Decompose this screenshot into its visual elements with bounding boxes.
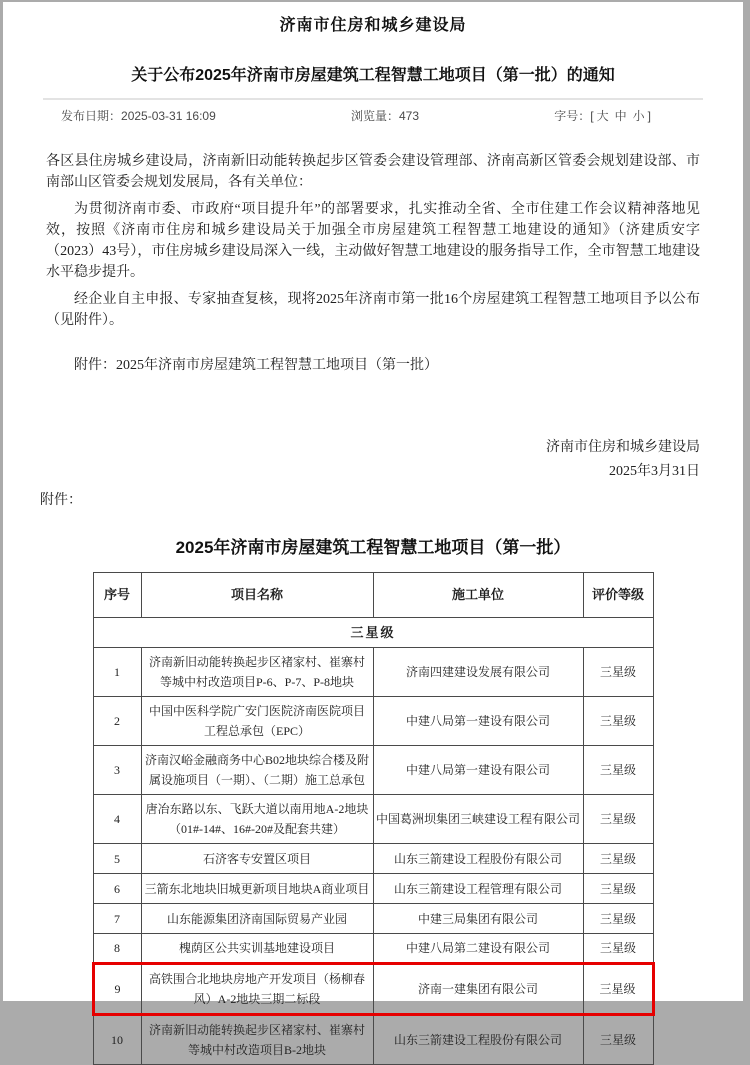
cell-contractor: 山东三箭建设工程股份有限公司 bbox=[373, 844, 583, 874]
table-row bbox=[93, 697, 653, 746]
table-row bbox=[93, 874, 653, 904]
cell-no: 3 bbox=[93, 746, 141, 795]
cell-project: 槐荫区公共实训基地建设项目 bbox=[141, 934, 373, 964]
projects-table bbox=[92, 572, 655, 1065]
cell-no: 6 bbox=[93, 874, 141, 904]
grade-group-label: 三星级 bbox=[93, 618, 653, 648]
bracket-open: [ bbox=[590, 109, 594, 123]
body-paragraph-2: 经企业自主申报、专家抽查复核，现将2025年济南市第一批16个房屋建筑工程智慧工地项目予以公布（见附件）。 bbox=[46, 292, 700, 328]
appendix-label: 附件： bbox=[40, 493, 82, 508]
table-title: 2025年济南市房屋建筑工程智慧工地项目（第一批） bbox=[175, 538, 571, 557]
body-paragraph-1: 为贯彻济南市委、市政府“项目提升年”的部署要求，扎实推动全省、全市住建工作会议精神落地见效，按照《济南市住房和城乡建设局关于加强全市房屋建筑工程智慧工地建设的通知》（济建质安字（2023）43号），市住房城乡建设局深入一线，主动做好智慧工地建设的服务指导工作，全市智慧工地建设水平稳步提升。 bbox=[46, 202, 700, 280]
meta-bar bbox=[43, 98, 703, 124]
cell-no: 9 bbox=[93, 964, 141, 1015]
publish-date-label: 发布日期： bbox=[61, 109, 122, 123]
cell-no: 1 bbox=[93, 648, 141, 697]
cell-no: 7 bbox=[93, 904, 141, 934]
header-cell-contractor: 施工单位 bbox=[373, 573, 583, 618]
table-row-highlighted bbox=[93, 964, 653, 1015]
cell-no: 8 bbox=[93, 934, 141, 964]
document-body bbox=[3, 124, 743, 1065]
cell-grade: 三星级 bbox=[583, 934, 653, 964]
header-cell-grade: 评价等级 bbox=[583, 573, 653, 618]
cell-no: 2 bbox=[93, 697, 141, 746]
signature-org: 济南市住房和城乡建设局 bbox=[546, 440, 700, 455]
signature-block bbox=[46, 436, 700, 484]
font-size-small-button[interactable]: 小 bbox=[632, 109, 645, 123]
cell-project: 中国中医科学院广安门医院济南医院项目工程总承包（EPC） bbox=[141, 697, 373, 746]
cell-contractor: 济南四建建设发展有限公司 bbox=[373, 648, 583, 697]
table-row bbox=[93, 1015, 653, 1065]
signature-date: 2025年3月31日 bbox=[609, 464, 700, 479]
header-cell-no: 序号 bbox=[93, 573, 141, 618]
cell-grade: 三星级 bbox=[583, 904, 653, 934]
cell-contractor: 济南一建集团有限公司 bbox=[373, 964, 583, 1015]
cell-project: 济南汉峪金融商务中心B02地块综合楼及附属设施项目（一期）、（二期）施工总承包 bbox=[141, 746, 373, 795]
table-row bbox=[93, 648, 653, 697]
header-cell-project: 项目名称 bbox=[141, 573, 373, 618]
table-row bbox=[93, 904, 653, 934]
table-row bbox=[93, 746, 653, 795]
site-title: 济南市住房和城乡建设局 bbox=[279, 17, 467, 34]
table-row bbox=[93, 844, 653, 874]
cell-project: 石济客专安置区项目 bbox=[141, 844, 373, 874]
cell-project: 唐冶东路以东、飞跃大道以南用地A-2地块（01#-14#、16#-20#及配套共建） bbox=[141, 795, 373, 844]
cell-no: 10 bbox=[93, 1015, 141, 1065]
cell-project: 山东能源集团济南国际贸易产业园 bbox=[141, 904, 373, 934]
cell-grade: 三星级 bbox=[583, 964, 653, 1015]
cell-grade: 三星级 bbox=[583, 746, 653, 795]
salutation-paragraph: 各区县住房城乡建设局，济南新旧动能转换起步区管委会建设管理部、济南高新区管委会规划建设部、市南部山区管委会规划发展局，各有关单位： bbox=[46, 154, 700, 190]
publish-date-value: 2025-03-31 16:09 bbox=[121, 109, 216, 123]
cell-grade: 三星级 bbox=[583, 874, 653, 904]
cell-project: 济南新旧动能转换起步区褚家村、崔寨村等城中村改造项目P-6、P-7、P-8地块 bbox=[141, 648, 373, 697]
font-size-medium-button[interactable]: 中 bbox=[614, 109, 627, 123]
table-header-row bbox=[93, 573, 653, 618]
cell-grade: 三星级 bbox=[583, 795, 653, 844]
table-row bbox=[93, 934, 653, 964]
cell-project: 济南新旧动能转换起步区褚家村、崔寨村等城中村改造项目B-2地块 bbox=[141, 1015, 373, 1065]
cell-contractor: 中建八局第一建设有限公司 bbox=[373, 697, 583, 746]
cell-contractor: 山东三箭建设工程股份有限公司 bbox=[373, 1015, 583, 1065]
cell-no: 5 bbox=[93, 844, 141, 874]
cell-contractor: 中国葛洲坝集团三峡建设工程有限公司 bbox=[373, 795, 583, 844]
cell-project: 三箭东北地块旧城更新项目地块A商业项目 bbox=[141, 874, 373, 904]
font-size-control bbox=[554, 107, 651, 124]
cell-grade: 三星级 bbox=[583, 648, 653, 697]
view-count-value: 473 bbox=[399, 109, 420, 123]
view-count-label: 浏览量： bbox=[350, 109, 399, 123]
cell-contractor: 山东三箭建设工程管理有限公司 bbox=[373, 874, 583, 904]
projects-table-body bbox=[93, 618, 653, 1065]
notice-title: 关于公布2025年济南市房屋建筑工程智慧工地项目（第一批）的通知 bbox=[131, 67, 615, 84]
document-page bbox=[3, 2, 743, 1057]
bracket-close: ] bbox=[647, 109, 651, 123]
grade-group-row bbox=[93, 618, 653, 648]
publish-date bbox=[61, 107, 216, 124]
table-row bbox=[93, 795, 653, 844]
cell-grade: 三星级 bbox=[583, 697, 653, 746]
cell-contractor: 中建三局集团有限公司 bbox=[373, 904, 583, 934]
cell-no: 4 bbox=[93, 795, 141, 844]
cell-contractor: 中建八局第二建设有限公司 bbox=[373, 934, 583, 964]
view-count bbox=[351, 107, 419, 124]
cell-grade: 三星级 bbox=[583, 844, 653, 874]
attachment-reference: 附件：2025年济南市房屋建筑工程智慧工地项目（第一批） bbox=[74, 358, 438, 373]
cell-contractor: 中建八局第一建设有限公司 bbox=[373, 746, 583, 795]
cell-project: 高铁围合北地块房地产开发项目（杨柳春风）A-2地块三期二标段 bbox=[141, 964, 373, 1015]
font-size-large-button[interactable]: 大 bbox=[596, 109, 609, 123]
font-size-label: 字号： bbox=[554, 109, 591, 123]
cell-grade: 三星级 bbox=[583, 1015, 653, 1065]
